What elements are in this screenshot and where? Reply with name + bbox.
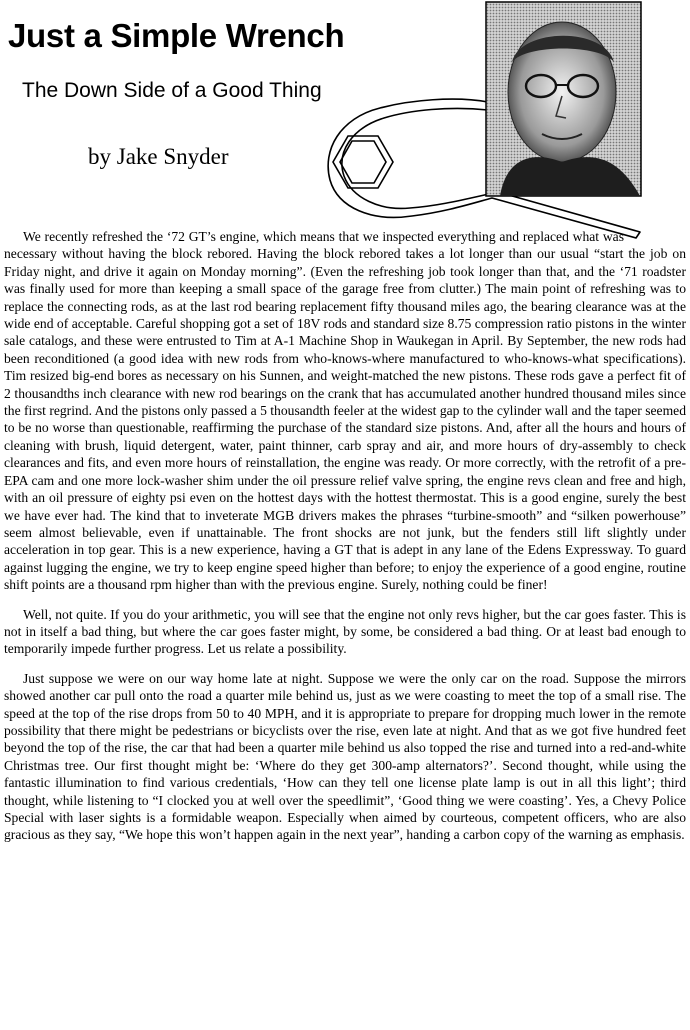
article-paragraph: Just suppose we were on our way home late at night. Suppose we were the only car on the road. Suppose the mirrors showed another car pull onto the road a quarter mile behind us, just as we were coasting to meet the top of a small rise. The speed at the top of the rise drops from 50 to 40 MPH, and it is appropriate to prepare for dropping much lower in the remote possibility that there might be pedestrians or bicyclists over the rise, even late at night. And that as we got five hundred feet beyond the top of the rise, the car that had been a quarter mile behind us also topped the rise and turned into a red-and-white Christmas tree. Our first thought might be: ‘Where do they get 300-amp alternators?’. Second thought, while using the fantastic illumination to find various credentials, ‘How can they tell one license plate lamp is out in all this light’; third thought, while listening to “I clocked you at well over the speedlimit”, ‘Good thing we were coasting’. Yes, a Chevy Police Special with laser sights is a formidable weapon. Especially when aimed by courteous, competent officers, who are also gracious as they say, “We hope this won’t happen again in the next year”, handing a carbon copy of the warning as emphasis. (4, 670, 686, 843)
article-paragraph: Well, not quite. If you do your arithmetic, you will see that the engine not only revs higher, but the car goes faster. This is not in itself a bad thing, but where the car goes faster might, by some, be considered a bad thing. Or at least bad enough to temporarily impede further progress. Let us relate a possibility. (4, 606, 686, 657)
article-title: Just a Simple Wrench (8, 17, 345, 54)
article-subtitle: The Down Side of a Good Thing (22, 79, 322, 102)
wrench-illustration (0, 0, 690, 250)
author-photo (486, 2, 641, 196)
article-body (4, 228, 686, 856)
article-paragraph: We recently refreshed the ‘72 GT’s engine, which means that we inspected everything and replaced what was necessary without having the block rebored. Having the block rebored takes a lot longer than our usual “start the job on Friday night, and drive it again on Monday morning”. (Even the refreshing job took longer than that, and the ‘71 roadster was finally used for more than keeping a small space of the garage free from clutter.) The main point of refreshing was to replace the connecting rods, as at the last rod bearing replacement fifty thousand miles ago, the bearing clearance was at the wide end of acceptable. Careful shopping got a set of 18V rods and standard size 8.75 compression ratio pistons in the winter sale catalogs, and these were entrusted to Tim at A-1 Machine Shop in Waukegan in April. By September, the new rods had been reconditioned (a good idea with new rods from who-knows-where manufactured to who-knows-what specifications). Tim resized big-end bores as necessary on his Sunnen, and weight-matched the new pistons. These rods gave a perfect fit of 2 thousandths inch clearance with new rod bearings on the crank that has accumulated another hundred thousand miles since the first regrind. And the pistons only passed a 5 thousandth feeler at the widest gap to the cylinder wall and the taper seemed to be no worse than questionable, reaffirming the purchase of the standard size pistons. And, after all the hours and hours of cleaning with brush, liquid detergent, water, paint thinner, carb spray and air, and more hours of dry-assembly to check clearances and fits, and even more hours of reinstallation, the engine was ready. Or more correctly, with the retrofit of a pre-EPA cam and one more lock-washer shim under the oil pressure relief valve spring, the engine revs clean and free and high, with an oil pressure of eighty psi even on the hottest days with the hottest thermostat. This is a good engine, surely the best we have ever had. The kind that to inveterate MGB drivers makes the phrases “turbine-smooth” and “silken powerhouse” seem almost believable, even if unattainable. The front shocks are not junk, but the fenders still lift slightly under acceleration in top gear. This is a new experience, having a GT that is adept in any lane of the Edens Expressway. To guard against lugging the engine, we try to keep engine speed higher than before; to enjoy the experience of a good engine, routine shift points are a thousand rpm higher than with the previous engine. Surely, nothing could be finer! (4, 229, 686, 593)
article-byline: by Jake Snyder (88, 144, 229, 169)
